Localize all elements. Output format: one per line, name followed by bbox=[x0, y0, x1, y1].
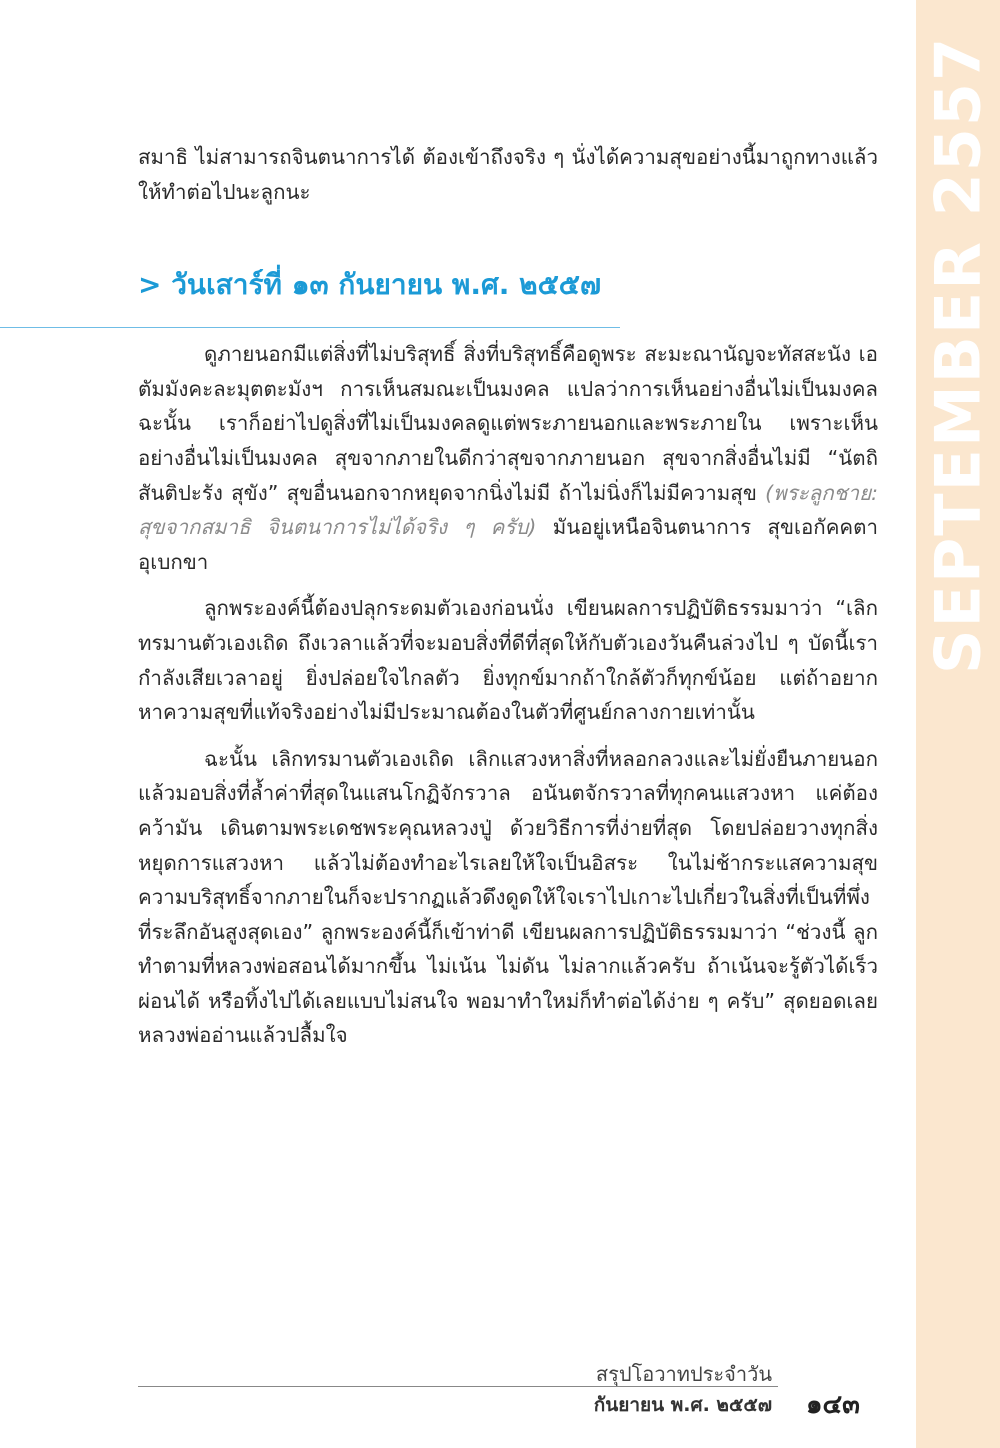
paragraph-1 bbox=[138, 337, 878, 579]
paragraph-2: ลูกพระองค์นี้ต้องปลุกระดมตัวเองก่อนนั่ง เขียนผลการปฏิบัติธรรมมาว่า “เลิกทรมานตัวเองเถิด ถึงเวลาแล้วที่จะมอบสิ่งที่ดีที่สุดให้กับตัวเองวันคืนล่วงไป ๆ บัดนี้เรากำลังเสียเวลาอยู่ ยิ่งปล่อยใจไกลตัว ยิ่งทุกข์มากถ้าใกล้ตัวก็ทุกข์น้อย แต่ถ้าอยากหาความสุขที่แท้จริงอย่างไม่มีประมาณต้องในตัวที่ศูนย์กลางกายเท่านั้น bbox=[138, 596, 878, 725]
footer-divider bbox=[138, 1386, 778, 1387]
heading-underline bbox=[0, 327, 620, 328]
footer-book-title: สรุปโอวาทประจำวัน bbox=[595, 1362, 772, 1386]
paragraph-1-text-end: มันอยู่เหนือจินตนาการ สุขเอกัคคตา อุเบกขา bbox=[138, 515, 878, 574]
paragraph-3: ฉะนั้น เลิกทรมานตัวเองเถิด เลิกแสวงหาสิ่งที่หลอกลวงและไม่ยั่งยืนภายนอก แล้วมอบสิ่งที่ล้ำค่าที่สุดในแสนโกฏิจักรวาล อนันตจักรวาลที่ทุกคนแสวงหา แค่ต้องคว้ามัน เดินตามพระเดชพระคุณหลวงปู่ ด้วยวิธีการที่ง่ายที่สุด โดยปล่อยวางทุกสิ่ง หยุดการแสวงหา แล้วไม่ต้องทำอะไรเลยให้ใจเป็นอิสระ ในไม่ช้ากระแสความสุข ความบริสุทธิ์จากภายในก็จะปรากฏแล้วดึงดูดให้ใจเราไปเกาะไปเกี่ยวในสิ่งที่เป็นที่พึ่งที่ระลึกอันสูงสุดเอง” ลูกพระองค์นี้ก็เข้าท่าดี เขียนผลการปฏิบัติธรรมมาว่า “ช่วงนี้ ลูกทำตามที่หลวงพ่อสอนได้มากขึ้น ไม่เน้น ไม่ดัน ไม่ลากแล้วครับ ถ้าเน้นจะรู้ตัวได้เร็ว ผ่อนได้ หรือทิ้งไปได้เลยแบบไม่สนใจ พอมาทำใหม่ก็ทำต่อได้ง่าย ๆ ครับ” สุดยอดเลย หลวงพ่ออ่านแล้วปลื้มใจ bbox=[138, 746, 878, 1048]
paragraph-1-italic-note: (พระลูกชาย: สุขจากสมาธิ จินตนาการไม่ได้จริง ๆ ครับ) bbox=[138, 480, 878, 540]
side-month-label: SEPTEMBER 2557 bbox=[921, 35, 995, 675]
section-heading: > วันเสาร์ที่ ๑๓ กันยายน พ.ศ. ๒๕๕๗ bbox=[138, 268, 602, 302]
page-number: ๑๔๓ bbox=[806, 1390, 860, 1420]
intro-paragraph: สมาธิ ไม่สามารถจินตนาการได้ ต้องเข้าถึงจริง ๆ นั่งได้ความสุขอย่างนี้มาถูกทางแล้ว ให้ทำต่อไปนะลูกนะ bbox=[138, 145, 878, 204]
page-content bbox=[138, 140, 878, 1053]
paragraph-1-text: ดูภายนอกมีแต่สิ่งที่ไม่บริสุทธิ์ สิ่งที่บริสุทธิ์คือดูพระ สะมะณานัญจะทัสสะนัง เอตัมมังคะละมุตตะมังฯ การเห็นสมณะเป็นมงคล แปลว่าการเห็นอย่างอื่นไม่เป็นมงคล ฉะนั้น เราก็อย่าไปดูสิ่งที่ไม่เป็นมงคลดูแต่พระภายนอกและพระภายใน เพราะเห็นอย่างอื่นไม่เป็นมงคล สุขจากภายในดีกว่าสุขจากภายนอก สุขจากสิ่งอื่นไม่มี “นัตถิ สันติปะรัง สุขัง” สุขอื่นนอกจากหยุดจากนิ่งไม่มี ถ้าไม่นิ่งก็ไม่มีความสุข bbox=[138, 342, 878, 505]
footer-date: กันยายน พ.ศ. ๒๕๕๗ bbox=[593, 1394, 772, 1416]
